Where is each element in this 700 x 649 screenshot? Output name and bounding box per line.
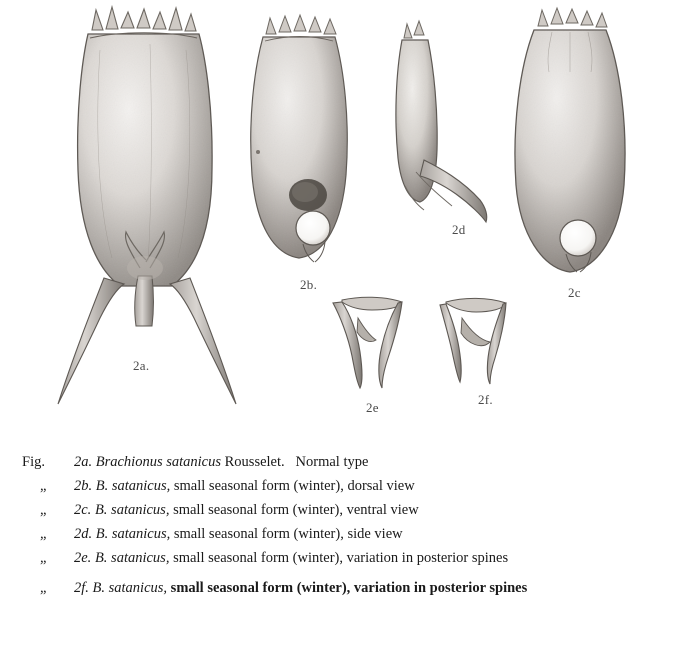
caption-number: 2c. [74, 502, 92, 518]
caption-species: B. satanicus, [95, 526, 171, 542]
figure-label-2c: 2c [568, 285, 581, 300]
caption-text: small seasonal form (winter), variation in posterior spines [173, 550, 509, 566]
specimen-2b [251, 15, 348, 262]
figure-label-2f: 2f. [478, 392, 493, 407]
figure-label-2e: 2e [366, 400, 379, 415]
caption-species: B. satanicus, [92, 580, 168, 596]
caption-text: small seasonal form (winter), ventral view [173, 502, 419, 518]
caption-text: small seasonal form (winter), variation in posterior spines [170, 580, 528, 596]
caption-line [22, 576, 682, 600]
caption-species: B. satanicus, [95, 478, 171, 494]
figure-label-2a: 2a. [133, 358, 150, 373]
caption-number: 2f. [74, 580, 89, 596]
caption-number: 2d. [74, 526, 93, 542]
caption-lead: „ [40, 526, 47, 542]
caption-species: B. satanicus, [94, 550, 170, 566]
specimen-2e [333, 297, 402, 388]
caption-species: Brachionus satanicus [95, 454, 222, 470]
caption-line [22, 522, 682, 546]
figure-label-2d: 2d [452, 222, 466, 237]
caption-line [22, 450, 682, 474]
caption-tail: Normal type [295, 454, 369, 470]
caption-number: 2e. [74, 550, 92, 566]
caption-text: small seasonal form (winter), dorsal view [173, 478, 415, 494]
figure-caption [22, 450, 682, 600]
specimen-2d [396, 21, 487, 222]
specimen-2f [440, 298, 506, 384]
caption-text: Rousselet. [224, 454, 285, 470]
caption-lead: „ [40, 580, 47, 596]
caption-text: small seasonal form (winter), side view [173, 526, 403, 542]
caption-lead: Fig. [22, 454, 45, 470]
caption-line [22, 498, 682, 522]
caption-line [22, 546, 682, 570]
caption-number: 2b. [74, 478, 93, 494]
caption-number: 2a. [74, 454, 93, 470]
caption-lead: „ [40, 502, 47, 518]
specimen-2a [58, 7, 236, 404]
specimen-2c [515, 8, 625, 272]
caption-lead: „ [40, 550, 47, 566]
caption-species: B. satanicus, [94, 502, 170, 518]
figure-label-2b: 2b. [300, 277, 318, 292]
caption-line [22, 474, 682, 498]
caption-lead: „ [40, 478, 47, 494]
